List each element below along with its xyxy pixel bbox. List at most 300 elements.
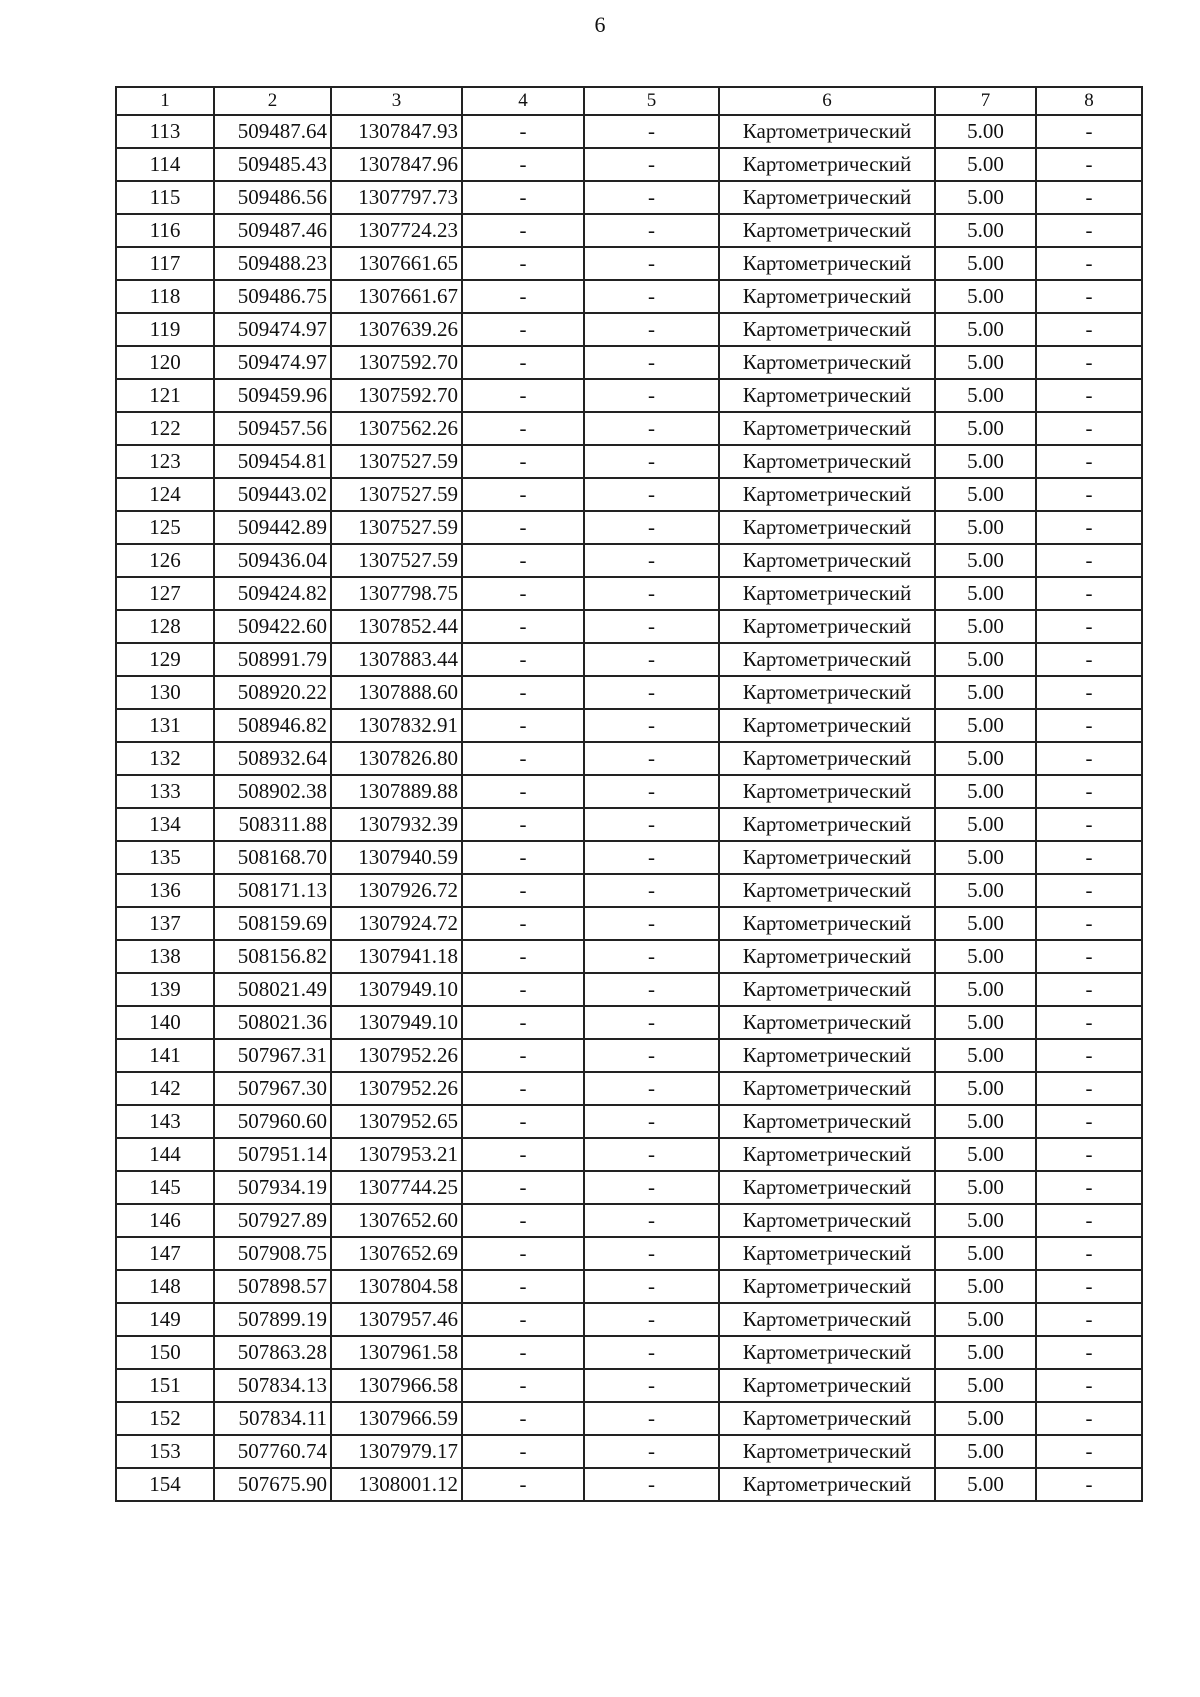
method-cell: Картометрический <box>719 445 935 478</box>
col-4-cell: - <box>462 742 584 775</box>
accuracy-cell: 5.00 <box>935 247 1036 280</box>
col-4-cell: - <box>462 1468 584 1501</box>
point-number-cell: 113 <box>116 115 214 148</box>
table-row <box>116 610 1142 643</box>
accuracy-cell: 5.00 <box>935 280 1036 313</box>
accuracy-cell: 5.00 <box>935 1270 1036 1303</box>
y-coordinate-cell: 1307949.10 <box>331 1006 462 1039</box>
method-cell: Картометрический <box>719 841 935 874</box>
col-4-cell: - <box>462 775 584 808</box>
col-5-cell: - <box>584 841 719 874</box>
method-cell: Картометрический <box>719 280 935 313</box>
point-number-cell: 136 <box>116 874 214 907</box>
method-cell: Картометрический <box>719 313 935 346</box>
y-coordinate-cell: 1307592.70 <box>331 379 462 412</box>
col-4-cell: - <box>462 973 584 1006</box>
point-number-cell: 115 <box>116 181 214 214</box>
col-5-cell: - <box>584 1204 719 1237</box>
col-5-cell: - <box>584 1468 719 1501</box>
table-header <box>116 87 1142 115</box>
column-header-5: 5 <box>584 87 719 115</box>
coordinates-table <box>115 86 1143 1502</box>
col-8-cell: - <box>1036 1171 1142 1204</box>
col-4-cell: - <box>462 709 584 742</box>
col-4-cell: - <box>462 247 584 280</box>
col-4-cell: - <box>462 1105 584 1138</box>
col-5-cell: - <box>584 676 719 709</box>
point-number-cell: 146 <box>116 1204 214 1237</box>
col-8-cell: - <box>1036 214 1142 247</box>
x-coordinate-cell: 509474.97 <box>214 313 331 346</box>
method-cell: Картометрический <box>719 1138 935 1171</box>
y-coordinate-cell: 1307941.18 <box>331 940 462 973</box>
table-row <box>116 1303 1142 1336</box>
accuracy-cell: 5.00 <box>935 742 1036 775</box>
x-coordinate-cell: 509486.56 <box>214 181 331 214</box>
col-5-cell: - <box>584 379 719 412</box>
x-coordinate-cell: 508156.82 <box>214 940 331 973</box>
col-4-cell: - <box>462 907 584 940</box>
accuracy-cell: 5.00 <box>935 1171 1036 1204</box>
table-row <box>116 643 1142 676</box>
x-coordinate-cell: 509487.46 <box>214 214 331 247</box>
col-5-cell: - <box>584 1171 719 1204</box>
y-coordinate-cell: 1307847.93 <box>331 115 462 148</box>
table-row <box>116 544 1142 577</box>
point-number-cell: 128 <box>116 610 214 643</box>
col-8-cell: - <box>1036 1237 1142 1270</box>
y-coordinate-cell: 1307952.65 <box>331 1105 462 1138</box>
method-cell: Картометрический <box>719 544 935 577</box>
y-coordinate-cell: 1307847.96 <box>331 148 462 181</box>
col-4-cell: - <box>462 214 584 247</box>
col-5-cell: - <box>584 247 719 280</box>
header-row <box>116 87 1142 115</box>
col-4-cell: - <box>462 1402 584 1435</box>
col-4-cell: - <box>462 676 584 709</box>
col-8-cell: - <box>1036 1105 1142 1138</box>
col-4-cell: - <box>462 1270 584 1303</box>
table-row <box>116 280 1142 313</box>
y-coordinate-cell: 1307804.58 <box>331 1270 462 1303</box>
col-5-cell: - <box>584 742 719 775</box>
point-number-cell: 153 <box>116 1435 214 1468</box>
accuracy-cell: 5.00 <box>935 1336 1036 1369</box>
accuracy-cell: 5.00 <box>935 1138 1036 1171</box>
col-8-cell: - <box>1036 1270 1142 1303</box>
col-5-cell: - <box>584 1336 719 1369</box>
point-number-cell: 145 <box>116 1171 214 1204</box>
x-coordinate-cell: 507967.30 <box>214 1072 331 1105</box>
col-5-cell: - <box>584 1138 719 1171</box>
col-5-cell: - <box>584 1402 719 1435</box>
accuracy-cell: 5.00 <box>935 412 1036 445</box>
point-number-cell: 134 <box>116 808 214 841</box>
point-number-cell: 138 <box>116 940 214 973</box>
point-number-cell: 131 <box>116 709 214 742</box>
y-coordinate-cell: 1307832.91 <box>331 709 462 742</box>
x-coordinate-cell: 509442.89 <box>214 511 331 544</box>
col-5-cell: - <box>584 973 719 1006</box>
method-cell: Картометрический <box>719 1039 935 1072</box>
method-cell: Картометрический <box>719 577 935 610</box>
x-coordinate-cell: 507834.11 <box>214 1402 331 1435</box>
col-8-cell: - <box>1036 511 1142 544</box>
y-coordinate-cell: 1307527.59 <box>331 511 462 544</box>
column-header-8: 8 <box>1036 87 1142 115</box>
x-coordinate-cell: 509485.43 <box>214 148 331 181</box>
point-number-cell: 149 <box>116 1303 214 1336</box>
col-5-cell: - <box>584 1435 719 1468</box>
table-row <box>116 346 1142 379</box>
accuracy-cell: 5.00 <box>935 445 1036 478</box>
col-4-cell: - <box>462 940 584 973</box>
y-coordinate-cell: 1307979.17 <box>331 1435 462 1468</box>
col-8-cell: - <box>1036 544 1142 577</box>
method-cell: Картометрический <box>719 874 935 907</box>
col-4-cell: - <box>462 379 584 412</box>
accuracy-cell: 5.00 <box>935 544 1036 577</box>
table-row <box>116 940 1142 973</box>
col-8-cell: - <box>1036 1369 1142 1402</box>
x-coordinate-cell: 507834.13 <box>214 1369 331 1402</box>
col-4-cell: - <box>462 1336 584 1369</box>
y-coordinate-cell: 1307889.88 <box>331 775 462 808</box>
col-4-cell: - <box>462 1204 584 1237</box>
table-row <box>116 1072 1142 1105</box>
table-row <box>116 247 1142 280</box>
accuracy-cell: 5.00 <box>935 577 1036 610</box>
table-row <box>116 742 1142 775</box>
method-cell: Картометрический <box>719 379 935 412</box>
y-coordinate-cell: 1307724.23 <box>331 214 462 247</box>
accuracy-cell: 5.00 <box>935 511 1036 544</box>
point-number-cell: 123 <box>116 445 214 478</box>
x-coordinate-cell: 507967.31 <box>214 1039 331 1072</box>
y-coordinate-cell: 1307592.70 <box>331 346 462 379</box>
table-row <box>116 1006 1142 1039</box>
method-cell: Картометрический <box>719 1435 935 1468</box>
table-row <box>116 1105 1142 1138</box>
y-coordinate-cell: 1307798.75 <box>331 577 462 610</box>
point-number-cell: 152 <box>116 1402 214 1435</box>
x-coordinate-cell: 509457.56 <box>214 412 331 445</box>
method-cell: Картометрический <box>719 1402 935 1435</box>
method-cell: Картометрический <box>719 676 935 709</box>
table-row <box>116 808 1142 841</box>
table-row <box>116 214 1142 247</box>
point-number-cell: 114 <box>116 148 214 181</box>
accuracy-cell: 5.00 <box>935 676 1036 709</box>
col-4-cell: - <box>462 1006 584 1039</box>
accuracy-cell: 5.00 <box>935 115 1036 148</box>
accuracy-cell: 5.00 <box>935 1039 1036 1072</box>
x-coordinate-cell: 507934.19 <box>214 1171 331 1204</box>
point-number-cell: 140 <box>116 1006 214 1039</box>
y-coordinate-cell: 1307888.60 <box>331 676 462 709</box>
table-row <box>116 841 1142 874</box>
x-coordinate-cell: 509488.23 <box>214 247 331 280</box>
col-8-cell: - <box>1036 1435 1142 1468</box>
x-coordinate-cell: 508021.49 <box>214 973 331 1006</box>
x-coordinate-cell: 509454.81 <box>214 445 331 478</box>
accuracy-cell: 5.00 <box>935 379 1036 412</box>
method-cell: Картометрический <box>719 346 935 379</box>
method-cell: Картометрический <box>719 1369 935 1402</box>
col-4-cell: - <box>462 1435 584 1468</box>
point-number-cell: 130 <box>116 676 214 709</box>
col-8-cell: - <box>1036 181 1142 214</box>
col-5-cell: - <box>584 775 719 808</box>
table-body <box>116 115 1142 1501</box>
col-4-cell: - <box>462 1237 584 1270</box>
table-row <box>116 379 1142 412</box>
col-8-cell: - <box>1036 676 1142 709</box>
accuracy-cell: 5.00 <box>935 1303 1036 1336</box>
accuracy-cell: 5.00 <box>935 313 1036 346</box>
accuracy-cell: 5.00 <box>935 643 1036 676</box>
col-5-cell: - <box>584 643 719 676</box>
y-coordinate-cell: 1307953.21 <box>331 1138 462 1171</box>
col-8-cell: - <box>1036 808 1142 841</box>
method-cell: Картометрический <box>719 907 935 940</box>
col-5-cell: - <box>584 412 719 445</box>
x-coordinate-cell: 508171.13 <box>214 874 331 907</box>
col-4-cell: - <box>462 544 584 577</box>
x-coordinate-cell: 507899.19 <box>214 1303 331 1336</box>
x-coordinate-cell: 508991.79 <box>214 643 331 676</box>
table-row <box>116 148 1142 181</box>
method-cell: Картометрический <box>719 1006 935 1039</box>
table-row <box>116 1402 1142 1435</box>
col-5-cell: - <box>584 1369 719 1402</box>
table-row <box>116 115 1142 148</box>
col-5-cell: - <box>584 214 719 247</box>
accuracy-cell: 5.00 <box>935 1402 1036 1435</box>
method-cell: Картометрический <box>719 775 935 808</box>
table-row <box>116 709 1142 742</box>
accuracy-cell: 5.00 <box>935 907 1036 940</box>
accuracy-cell: 5.00 <box>935 1468 1036 1501</box>
table-row <box>116 1270 1142 1303</box>
point-number-cell: 119 <box>116 313 214 346</box>
accuracy-cell: 5.00 <box>935 841 1036 874</box>
x-coordinate-cell: 509486.75 <box>214 280 331 313</box>
x-coordinate-cell: 508902.38 <box>214 775 331 808</box>
col-8-cell: - <box>1036 478 1142 511</box>
col-5-cell: - <box>584 445 719 478</box>
column-header-4: 4 <box>462 87 584 115</box>
method-cell: Картометрический <box>719 1105 935 1138</box>
y-coordinate-cell: 1307883.44 <box>331 643 462 676</box>
point-number-cell: 126 <box>116 544 214 577</box>
col-5-cell: - <box>584 577 719 610</box>
col-4-cell: - <box>462 313 584 346</box>
col-8-cell: - <box>1036 115 1142 148</box>
method-cell: Картометрический <box>719 511 935 544</box>
table-row <box>116 676 1142 709</box>
x-coordinate-cell: 507908.75 <box>214 1237 331 1270</box>
col-4-cell: - <box>462 874 584 907</box>
method-cell: Картометрический <box>719 1237 935 1270</box>
point-number-cell: 133 <box>116 775 214 808</box>
col-5-cell: - <box>584 907 719 940</box>
table-row <box>116 412 1142 445</box>
col-4-cell: - <box>462 1072 584 1105</box>
y-coordinate-cell: 1307527.59 <box>331 478 462 511</box>
col-4-cell: - <box>462 610 584 643</box>
y-coordinate-cell: 1307744.25 <box>331 1171 462 1204</box>
col-8-cell: - <box>1036 742 1142 775</box>
method-cell: Картометрический <box>719 115 935 148</box>
col-4-cell: - <box>462 511 584 544</box>
y-coordinate-cell: 1307949.10 <box>331 973 462 1006</box>
method-cell: Картометрический <box>719 1072 935 1105</box>
col-4-cell: - <box>462 445 584 478</box>
col-8-cell: - <box>1036 1303 1142 1336</box>
method-cell: Картометрический <box>719 181 935 214</box>
col-5-cell: - <box>584 280 719 313</box>
col-5-cell: - <box>584 1237 719 1270</box>
method-cell: Картометрический <box>719 148 935 181</box>
x-coordinate-cell: 508932.64 <box>214 742 331 775</box>
method-cell: Картометрический <box>719 1204 935 1237</box>
point-number-cell: 137 <box>116 907 214 940</box>
x-coordinate-cell: 507863.28 <box>214 1336 331 1369</box>
col-5-cell: - <box>584 346 719 379</box>
x-coordinate-cell: 507675.90 <box>214 1468 331 1501</box>
x-coordinate-cell: 507951.14 <box>214 1138 331 1171</box>
method-cell: Картометрический <box>719 643 935 676</box>
table-row <box>116 1336 1142 1369</box>
x-coordinate-cell: 509474.97 <box>214 346 331 379</box>
col-8-cell: - <box>1036 1402 1142 1435</box>
col-8-cell: - <box>1036 1336 1142 1369</box>
point-number-cell: 147 <box>116 1237 214 1270</box>
y-coordinate-cell: 1307826.80 <box>331 742 462 775</box>
col-8-cell: - <box>1036 1039 1142 1072</box>
col-5-cell: - <box>584 544 719 577</box>
accuracy-cell: 5.00 <box>935 808 1036 841</box>
col-5-cell: - <box>584 313 719 346</box>
method-cell: Картометрический <box>719 1270 935 1303</box>
method-cell: Картометрический <box>719 973 935 1006</box>
col-4-cell: - <box>462 478 584 511</box>
y-coordinate-cell: 1307852.44 <box>331 610 462 643</box>
col-5-cell: - <box>584 1006 719 1039</box>
x-coordinate-cell: 508946.82 <box>214 709 331 742</box>
col-4-cell: - <box>462 1138 584 1171</box>
col-8-cell: - <box>1036 841 1142 874</box>
point-number-cell: 127 <box>116 577 214 610</box>
x-coordinate-cell: 509459.96 <box>214 379 331 412</box>
accuracy-cell: 5.00 <box>935 709 1036 742</box>
col-8-cell: - <box>1036 148 1142 181</box>
col-8-cell: - <box>1036 247 1142 280</box>
method-cell: Картометрический <box>719 412 935 445</box>
method-cell: Картометрический <box>719 742 935 775</box>
point-number-cell: 125 <box>116 511 214 544</box>
col-8-cell: - <box>1036 412 1142 445</box>
point-number-cell: 121 <box>116 379 214 412</box>
table-row <box>116 907 1142 940</box>
col-8-cell: - <box>1036 874 1142 907</box>
point-number-cell: 151 <box>116 1369 214 1402</box>
y-coordinate-cell: 1307661.67 <box>331 280 462 313</box>
col-4-cell: - <box>462 1303 584 1336</box>
column-header-6: 6 <box>719 87 935 115</box>
col-4-cell: - <box>462 643 584 676</box>
accuracy-cell: 5.00 <box>935 214 1036 247</box>
col-8-cell: - <box>1036 973 1142 1006</box>
col-8-cell: - <box>1036 610 1142 643</box>
x-coordinate-cell: 509436.04 <box>214 544 331 577</box>
col-4-cell: - <box>462 1369 584 1402</box>
table-row <box>116 181 1142 214</box>
table-row <box>116 1435 1142 1468</box>
y-coordinate-cell: 1307952.26 <box>331 1039 462 1072</box>
accuracy-cell: 5.00 <box>935 1204 1036 1237</box>
accuracy-cell: 5.00 <box>935 346 1036 379</box>
col-4-cell: - <box>462 1039 584 1072</box>
col-8-cell: - <box>1036 940 1142 973</box>
method-cell: Картометрический <box>719 1171 935 1204</box>
x-coordinate-cell: 508159.69 <box>214 907 331 940</box>
column-header-7: 7 <box>935 87 1036 115</box>
accuracy-cell: 5.00 <box>935 973 1036 1006</box>
col-5-cell: - <box>584 1039 719 1072</box>
accuracy-cell: 5.00 <box>935 181 1036 214</box>
y-coordinate-cell: 1307639.26 <box>331 313 462 346</box>
table-row <box>116 1204 1142 1237</box>
point-number-cell: 116 <box>116 214 214 247</box>
page-number: 6 <box>594 12 606 37</box>
table-row <box>116 445 1142 478</box>
x-coordinate-cell: 507960.60 <box>214 1105 331 1138</box>
y-coordinate-cell: 1307957.46 <box>331 1303 462 1336</box>
col-5-cell: - <box>584 1270 719 1303</box>
col-8-cell: - <box>1036 445 1142 478</box>
accuracy-cell: 5.00 <box>935 874 1036 907</box>
column-header-3: 3 <box>331 87 462 115</box>
method-cell: Картометрический <box>719 1336 935 1369</box>
col-4-cell: - <box>462 280 584 313</box>
accuracy-cell: 5.00 <box>935 1237 1036 1270</box>
x-coordinate-cell: 509443.02 <box>214 478 331 511</box>
y-coordinate-cell: 1307652.60 <box>331 1204 462 1237</box>
x-coordinate-cell: 508311.88 <box>214 808 331 841</box>
accuracy-cell: 5.00 <box>935 610 1036 643</box>
point-number-cell: 122 <box>116 412 214 445</box>
accuracy-cell: 5.00 <box>935 775 1036 808</box>
table-row <box>116 1369 1142 1402</box>
col-8-cell: - <box>1036 775 1142 808</box>
table-row <box>116 874 1142 907</box>
point-number-cell: 120 <box>116 346 214 379</box>
col-5-cell: - <box>584 1072 719 1105</box>
accuracy-cell: 5.00 <box>935 478 1036 511</box>
point-number-cell: 148 <box>116 1270 214 1303</box>
col-8-cell: - <box>1036 1072 1142 1105</box>
point-number-cell: 117 <box>116 247 214 280</box>
y-coordinate-cell: 1307966.59 <box>331 1402 462 1435</box>
method-cell: Картометрический <box>719 1303 935 1336</box>
col-8-cell: - <box>1036 709 1142 742</box>
method-cell: Картометрический <box>719 709 935 742</box>
y-coordinate-cell: 1307924.72 <box>331 907 462 940</box>
x-coordinate-cell: 509424.82 <box>214 577 331 610</box>
col-4-cell: - <box>462 808 584 841</box>
